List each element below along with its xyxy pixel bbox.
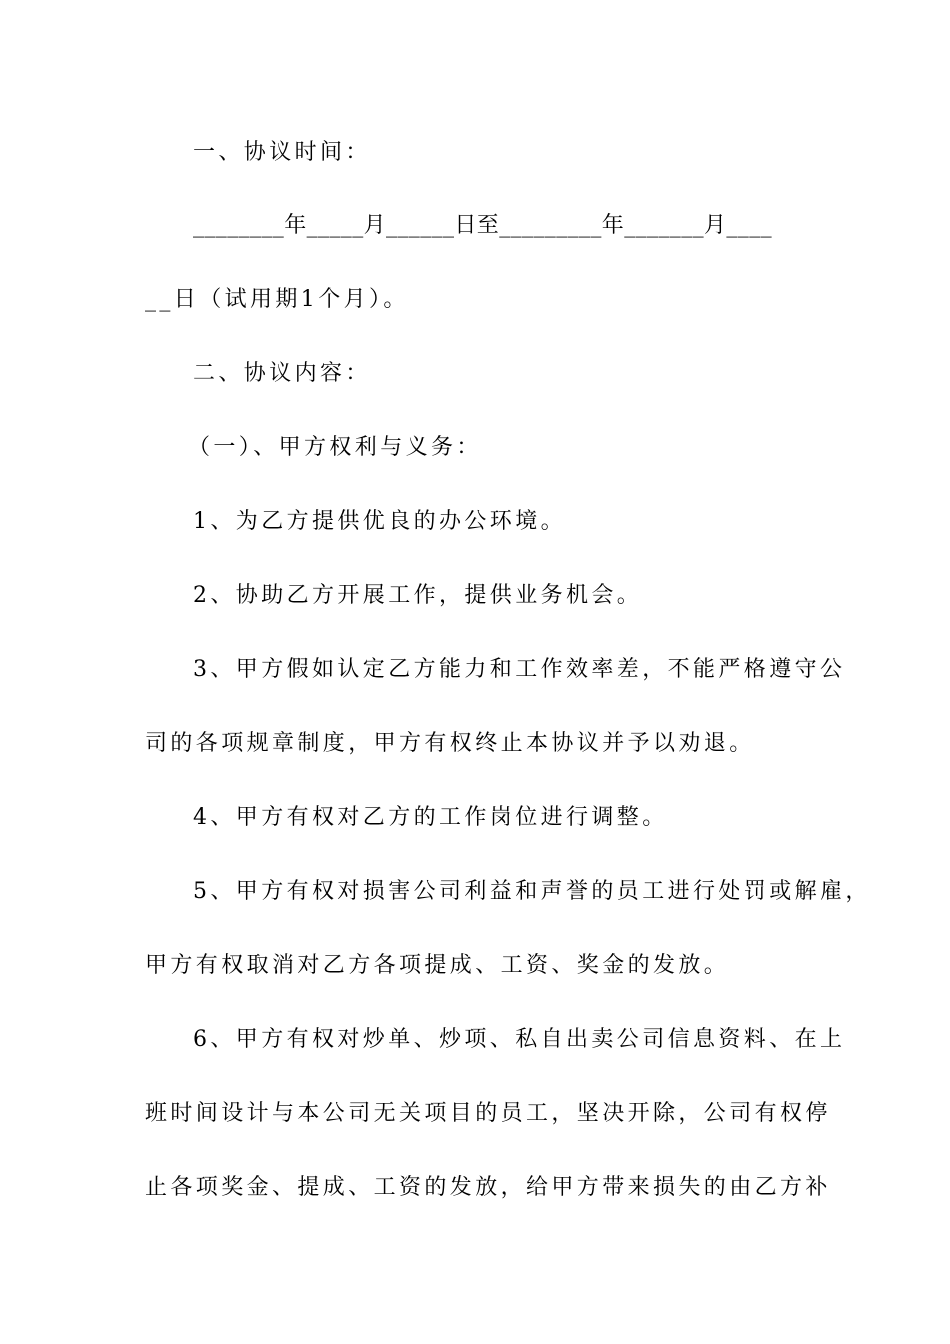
subsection-heading-party-a: （一）、甲方权利与义务：	[188, 435, 482, 460]
section-heading-agreement-time: 一、协议时间：	[193, 140, 371, 165]
clause-5-line-2: 甲方有权取消对乙方各项提成、工资、奖金的发放。	[145, 953, 730, 978]
clause-3-line-2: 司的各项规章制度，甲方有权终止本协议并予以劝退。	[145, 731, 755, 756]
section-heading-agreement-content: 二、协议内容：	[193, 361, 371, 386]
probation-period-line: __日（试用期1个月）。	[145, 287, 409, 312]
clause-6-line-3: 止各项奖金、提成、工资的发放，给甲方带来损失的由乙方补	[145, 1175, 831, 1200]
clause-6-line-2: 班时间设计与本公司无关项目的员工，坚决开除，公司有权停	[145, 1101, 831, 1126]
clause-3-line-1: 3、甲方假如认定乙方能力和工作效率差，不能严格遵守公	[193, 657, 846, 682]
clause-2: 2、协助乙方开展工作，提供业务机会。	[193, 583, 643, 608]
date-range-line: ________年_____月______日至_________年_______月____	[193, 213, 773, 238]
clause-5-line-1: 5、甲方有权对损害公司利益和声誉的员工进行处罚或解雇，	[193, 879, 871, 904]
clause-6-line-1: 6、甲方有权对炒单、炒项、私自出卖公司信息资料、在上	[193, 1027, 846, 1052]
clause-1: 1、为乙方提供优良的办公环境。	[193, 509, 566, 534]
clause-4: 4、甲方有权对乙方的工作岗位进行调整。	[193, 805, 668, 830]
